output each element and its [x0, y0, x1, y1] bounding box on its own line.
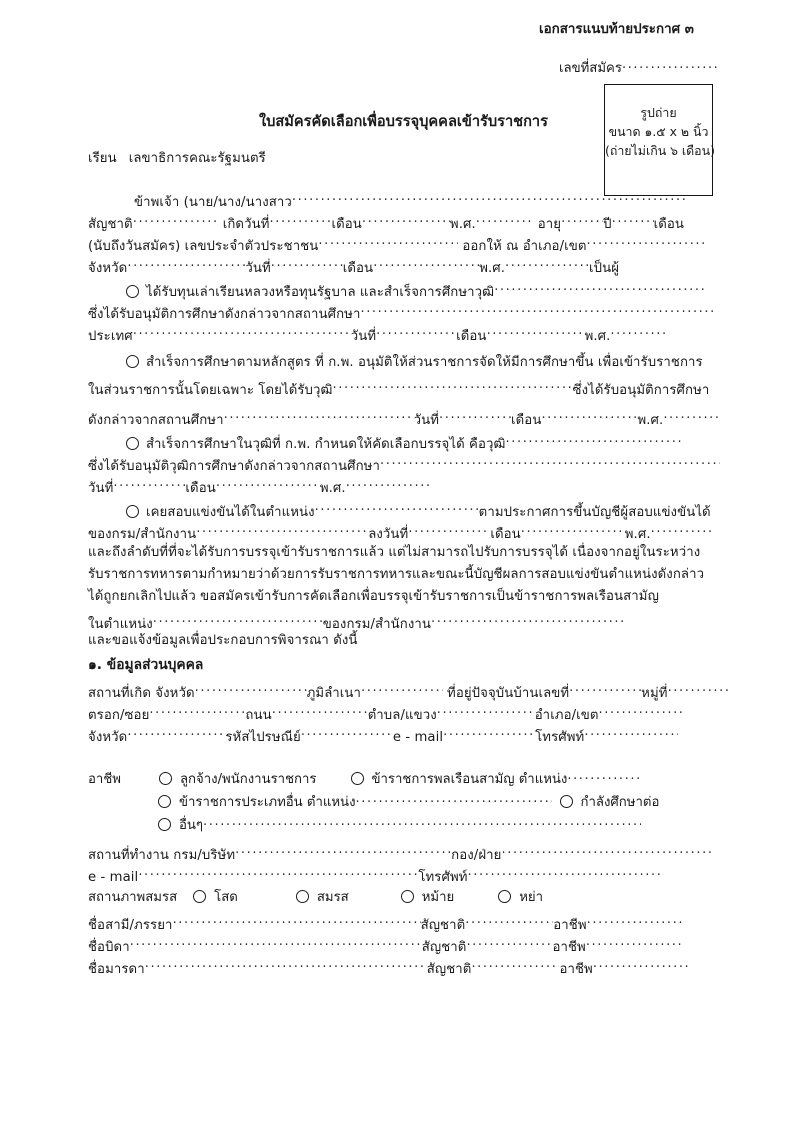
road-label: ถนน [245, 708, 272, 723]
spouse-occupation-dots[interactable] [587, 910, 683, 929]
age-months-dots[interactable] [612, 209, 654, 228]
issued-at-dots[interactable] [587, 231, 707, 250]
occupation-option-misc-label: อื่นๆ [179, 818, 204, 833]
declaration-option-3-radio[interactable] [126, 437, 139, 450]
mother-label: ชื่อมารดา [88, 962, 145, 977]
current-address-label: ที่อยู่ปัจจุบันบ้านเลขที่ [447, 686, 570, 701]
declaration-1-date-dots[interactable] [376, 321, 456, 340]
marital-option-widowed-label: หม้าย [421, 890, 455, 905]
declaration-option-4-dots[interactable] [315, 497, 479, 516]
paragraph-line-3: ได้ถูกยกเลิกไปแล้ว ขอสมัครเข้ารับการคัดเลือกเพื่อบรรจุเข้ารับราชการเป็นข้าราชการพลเรือนสามัญ [88, 589, 659, 604]
alley-label: ตรอก/ซอย [88, 708, 150, 723]
id-province-label: จังหวัด [88, 261, 128, 276]
declaration-1-country-label: ประเทศ [88, 329, 133, 344]
declaration-option-1-radio[interactable] [126, 285, 139, 298]
id-province-row [88, 253, 712, 278]
moo-label: หมู่ที่ [641, 686, 668, 701]
workplace-dots[interactable] [235, 840, 451, 859]
occupation-option-misc-dots[interactable] [203, 814, 641, 829]
father-occupation-dots[interactable] [586, 932, 682, 951]
father-nationality-dots[interactable] [466, 932, 552, 951]
age-years-dots[interactable] [561, 209, 603, 228]
id-month-label: เดือน [342, 261, 374, 276]
mother-nationality-label: สัญชาติ [426, 962, 472, 977]
age-years-label: ปี [603, 217, 612, 232]
division-dots[interactable] [502, 840, 714, 859]
marital-option-single-label: โสด [214, 890, 238, 905]
declaration-option-3-label: สำเร็จการศึกษาในวุฒิที่ ก.พ. กำหนดให้คัดเลือกบรรจุได้ คือวุฒิ [146, 437, 506, 452]
birth-year-label: พ.ศ. [449, 217, 476, 232]
declaration-2-approved-label: ซึ่งได้รับอนุมัติการศึกษา [572, 383, 710, 398]
subdistrict-dots[interactable] [437, 700, 535, 719]
division-label: กอง/ฝ่าย [451, 848, 502, 863]
father-dots[interactable] [130, 932, 422, 951]
declaration-2-institution-row [88, 405, 712, 430]
birth-month-dots[interactable] [362, 209, 450, 228]
alley-dots[interactable] [149, 700, 245, 719]
spouse-label: ชื่อสามี/ภรรยา [88, 918, 173, 933]
birthplace-label: สถานที่เกิด จังหวัด [88, 686, 195, 701]
occupation-option-employee-radio[interactable] [159, 772, 172, 785]
moo-dots[interactable] [668, 678, 730, 697]
declaration-1-country-row [88, 321, 712, 346]
birth-month-label: เดือน [331, 217, 362, 232]
issued-at-label: ออกให้ ณ อำเภอ/เขต [462, 239, 587, 254]
home-email-dots[interactable] [443, 722, 535, 741]
section-1-title: ๑. ข้อมูลส่วนบุคคล [88, 657, 204, 673]
declaration-2-qualification-dots[interactable] [333, 375, 573, 394]
address-province-dots[interactable] [127, 722, 225, 741]
marital-option-widowed-radio[interactable] [401, 890, 414, 903]
declaration-2-date-label: วันที่ [413, 413, 440, 428]
declaration-1-year-dots[interactable] [610, 321, 666, 340]
page-title: ใบสมัครคัดเลือกเพื่อบรรจุบุคคลเข้ารับราชการ [259, 113, 548, 130]
declaration-option-4-label: เคยสอบแข่งขันได้ในตำแหน่ง [146, 505, 315, 520]
declaration-option-1-label: ได้รับทุนเล่าเรียนหลวงหรือทุนรัฐบาล และสำเร็จการศึกษาวุฒิ [146, 285, 495, 300]
applied-position-dots[interactable] [153, 609, 323, 628]
district-dots[interactable] [599, 700, 683, 719]
addressee-label: เรียน [88, 151, 117, 166]
attachment-note: เอกสารแนบท้ายประกาศ ๓ [539, 22, 694, 37]
declaration-1-year-label: พ.ศ. [584, 329, 611, 344]
declaration-option-4-suffix: ตามประกาศการขึ้นบัญชีผู้สอบแข่งขันได้ [478, 505, 711, 520]
father-nationality-label: สัญชาติ [421, 940, 467, 955]
declaration-3-date-label: วันที่ [88, 481, 114, 496]
declaration-3-year-dots[interactable] [346, 473, 430, 492]
application-number-row [559, 57, 719, 78]
applicant-name-label: ข้าพเจ้า (นาย/นาง/นางสาว [134, 195, 292, 210]
age-label: อายุ [537, 217, 562, 232]
application-number-label: เลขที่สมัคร [559, 61, 622, 76]
birth-year-dots[interactable] [476, 209, 534, 228]
declaration-2-institution-label: ดังกล่าวจากสถานศึกษา [88, 413, 224, 428]
declaration-3-institution-label: ซึ่งได้รับอนุมัติวุฒิการศึกษาดังกล่าวจากสถานศึกษา [88, 459, 380, 474]
birthdate-dots[interactable] [270, 209, 332, 228]
declaration-1-month-dots[interactable] [487, 321, 585, 340]
closing-statement: และขอแจ้งข้อมูลเพื่อประกอบการพิจารณา ดังนี้ [88, 633, 358, 648]
citizen-id-dots[interactable] [318, 231, 458, 250]
declaration-4-signed-date-dots[interactable] [408, 519, 490, 538]
address-province-label: จังหวัด [88, 730, 128, 745]
marital-option-single-radio[interactable] [193, 890, 206, 903]
nationality-dots[interactable] [133, 209, 217, 228]
spouse-occupation-label: อาชีพ [553, 918, 587, 933]
declaration-2-date-dots[interactable] [439, 405, 511, 424]
declaration-3-date-dots[interactable] [113, 473, 185, 492]
declaration-3-institution-dots[interactable] [380, 451, 720, 470]
declaration-option-2-radio[interactable] [126, 355, 139, 368]
paragraph-line-2: รับราชการทหารตามกำหมายว่าด้วยการรับราชการทหารและขณะนี้บัญชีผลการสอบแข่งขันตำแหน่งดังกล่าว [88, 567, 705, 582]
declaration-4-dept-label: ของกรม/สำนักงาน [88, 527, 197, 542]
id-year-dots[interactable] [505, 253, 589, 272]
current-address-dots[interactable] [569, 678, 641, 697]
declaration-option-2-label: สำเร็จการศึกษาตามหลักสูตร ที่ ก.พ. อนุมัติให้ส่วนราชการจัดให้มีการศึกษาขึ้น เพื่อเข้ารับราชการ [146, 355, 703, 370]
declaration-3-month-dots[interactable] [216, 473, 320, 492]
declaration-1-date-label: วันที่ [350, 329, 377, 344]
road-dots[interactable] [272, 700, 368, 719]
birthdate-label: เกิดวันที่ [222, 217, 270, 232]
marital-option-married-radio[interactable] [296, 890, 309, 903]
applicant-name-dots[interactable] [292, 187, 686, 206]
declaration-3-month-label: เดือน [185, 481, 216, 496]
id-date-label: วันที่ [245, 261, 271, 276]
declaration-3-year-label: พ.ศ. [319, 481, 346, 496]
father-label: ชื่อบิดา [88, 940, 130, 955]
occupation-option-misc-radio[interactable] [158, 818, 171, 831]
mother-dots[interactable] [145, 954, 427, 973]
birthplace-dots[interactable] [195, 678, 307, 697]
work-contact-row [88, 862, 712, 887]
postcode-label: รหัสไปรษณีย์ [225, 730, 301, 745]
marital-status-label: สถานภาพสมรส [88, 890, 178, 905]
declaration-1-month-label: เดือน [456, 329, 487, 344]
declaration-4-month-label: เดือน [490, 527, 521, 542]
occupation-option-civil-servant-radio[interactable] [351, 772, 364, 785]
occupation-option-other-servant-radio[interactable] [158, 795, 171, 808]
home-phone-dots[interactable] [584, 722, 678, 741]
paragraph-line-1: และถึงลำดับที่ที่จะได้รับการบรรจุเข้ารับราชการแล้ว แต่ไม่สามารถไปรับการบรรจุได้ เนื่องจากอยู่ในระหว่าง [88, 545, 701, 560]
declaration-4-year-dots[interactable] [651, 519, 711, 538]
declaration-4-year-label: พ.ศ. [624, 527, 651, 542]
spouse-dots[interactable] [173, 910, 421, 929]
mother-row [88, 954, 712, 979]
subdistrict-label: ตำบล/แขวง [367, 708, 437, 723]
declaration-4-month-dots[interactable] [521, 519, 625, 538]
home-phone-label: โทรศัพท์ [535, 730, 585, 745]
marital-option-divorced-radio[interactable] [498, 890, 511, 903]
occupation-misc-row [88, 814, 641, 835]
declaration-2-year-dots[interactable] [663, 405, 721, 424]
marital-option-married-label: สมรส [316, 890, 349, 905]
marital-option-divorced-label: หย่า [519, 890, 544, 905]
declaration-2-institution-dots[interactable] [224, 405, 414, 424]
declaration-1-institution-label: ซึ่งได้รับอนุมัติการศึกษาดังกล่าวจากสถานศึกษา [88, 307, 361, 322]
occupation-other-row [88, 791, 659, 812]
occupation-option-employee-label: ลูกจ้าง/พนักงานราชการ [179, 772, 317, 787]
application-number-dots[interactable] [622, 57, 719, 72]
being-label: เป็นผู้ [589, 261, 620, 276]
occupation-row [88, 768, 643, 789]
occupation-option-civil-servant-dots[interactable] [567, 768, 643, 783]
applied-dept-dots[interactable] [431, 609, 623, 628]
photo-box [604, 84, 713, 196]
declaration-2-month-label: เดือน [511, 413, 542, 428]
district-label: อำเภอ/เขต [534, 708, 599, 723]
spouse-nationality-label: สัญชาติ [420, 918, 466, 933]
declaration-4-dept-row [88, 519, 712, 544]
mother-occupation-dots[interactable] [593, 954, 689, 973]
work-phone-label: โทรศัพท์ [418, 870, 468, 885]
home-email-label: e - mail [392, 730, 444, 745]
id-month-dots[interactable] [373, 253, 479, 272]
occupation-option-other-servant-dots[interactable] [356, 791, 552, 806]
photo-box-line3: (ถ่ายไม่เกิน ๖ เดือน) [605, 143, 715, 158]
marital-status-row [88, 886, 543, 907]
workplace-label: สถานที่ทำงาน กรม/บริษัท [88, 848, 236, 863]
occupation-option-studying-label: กำลังศึกษาต่อ [580, 795, 660, 810]
occupation-option-civil-servant-label: ข้าราชการพลเรือนสามัญ ตำแหน่ง [371, 772, 568, 787]
work-phone-dots[interactable] [468, 862, 662, 881]
declaration-option-1-dots[interactable] [494, 277, 706, 296]
declaration-2-qualification-row [88, 375, 712, 400]
father-occupation-label: อาชีพ [552, 940, 586, 955]
occupation-option-studying-radio[interactable] [560, 795, 573, 808]
declaration-3-date-row [88, 473, 712, 498]
declaration-option-4-radio[interactable] [126, 505, 139, 518]
occupation-option-other-servant-label: ข้าราชการประเภทอื่น ตำแหน่ง [179, 795, 356, 810]
id-province-dots[interactable] [127, 253, 245, 272]
postcode-dots[interactable] [301, 722, 393, 741]
photo-box-line2: ขนาด ๑.๕ x ๒ นิ้ว [608, 124, 709, 139]
photo-box-line1: รูปถ่าย [640, 105, 677, 120]
work-email-dots[interactable] [138, 862, 418, 881]
citizen-id-label: (นับถึงวันสมัคร) เลขประจำตัวประชาชน [88, 239, 319, 254]
spouse-nationality-dots[interactable] [465, 910, 553, 929]
age-months-label: เดือน [653, 217, 685, 232]
nationality-label: สัญชาติ [88, 217, 133, 232]
applied-position-label: ในตำแหน่ง [88, 617, 153, 632]
declaration-4-signed-date-label: ลงวันที่ [368, 527, 409, 542]
declaration-option-3-dots[interactable] [506, 429, 684, 448]
declaration-4-dept-dots[interactable] [196, 519, 368, 538]
mother-nationality-dots[interactable] [471, 954, 559, 973]
applied-dept-label: ของกรม/สำนักงาน [322, 617, 431, 632]
declaration-1-country-dots[interactable] [133, 321, 351, 340]
declaration-2-year-label: พ.ศ. [637, 413, 664, 428]
province-postcode-row [88, 722, 712, 747]
declaration-2-qualification-label: ในส่วนราชการนั้นโดยเฉพาะ โดยได้รับวุฒิ [88, 383, 333, 398]
addressee-value: เลขาธิการคณะรัฐมนตรี [128, 151, 266, 166]
declaration-2-month-dots[interactable] [541, 405, 637, 424]
id-date-dots[interactable] [271, 253, 343, 272]
addressee-row [88, 149, 712, 168]
declaration-1-institution-dots[interactable] [360, 299, 716, 318]
domicile-dots[interactable] [361, 678, 443, 697]
domicile-label: ภูมิลำเนา [306, 686, 362, 701]
mother-occupation-label: อาชีพ [559, 962, 593, 977]
declaration-option-2[interactable] [88, 353, 712, 372]
work-email-label: e - mail [88, 870, 139, 885]
occupation-label: อาชีพ [88, 772, 121, 787]
id-year-label: พ.ศ. [479, 261, 506, 276]
